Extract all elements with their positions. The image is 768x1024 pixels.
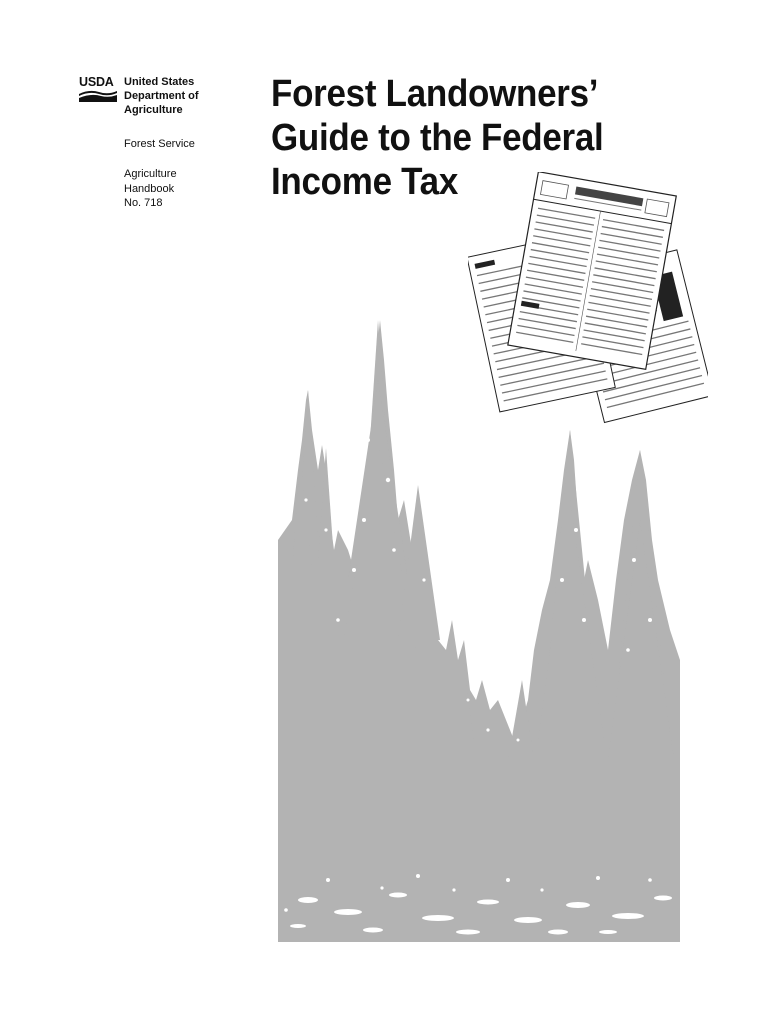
agency-name-line: Department of — [124, 90, 199, 102]
forest-silhouette-illustration — [278, 320, 680, 942]
cover-title-line: Income Tax — [271, 161, 459, 203]
service-name: Forest Service — [124, 138, 195, 150]
cover-title-line: Forest Landowners’ — [271, 73, 599, 115]
handbook-series-line: Agriculture — [124, 168, 177, 180]
handbook-series-line: No. 718 — [124, 197, 163, 209]
handbook-series — [124, 167, 177, 211]
handbook-series-line: Handbook — [124, 182, 175, 195]
agency-name-line: Agriculture — [124, 104, 183, 116]
usda-logo — [79, 76, 117, 102]
agency-name-line: United States — [124, 76, 195, 88]
usda-logo-wordmark: USDA — [79, 75, 114, 89]
usda-logo-hills-icon — [79, 89, 117, 103]
agency-name — [124, 75, 244, 117]
cover-title-line: Guide to the Federal — [271, 117, 604, 159]
